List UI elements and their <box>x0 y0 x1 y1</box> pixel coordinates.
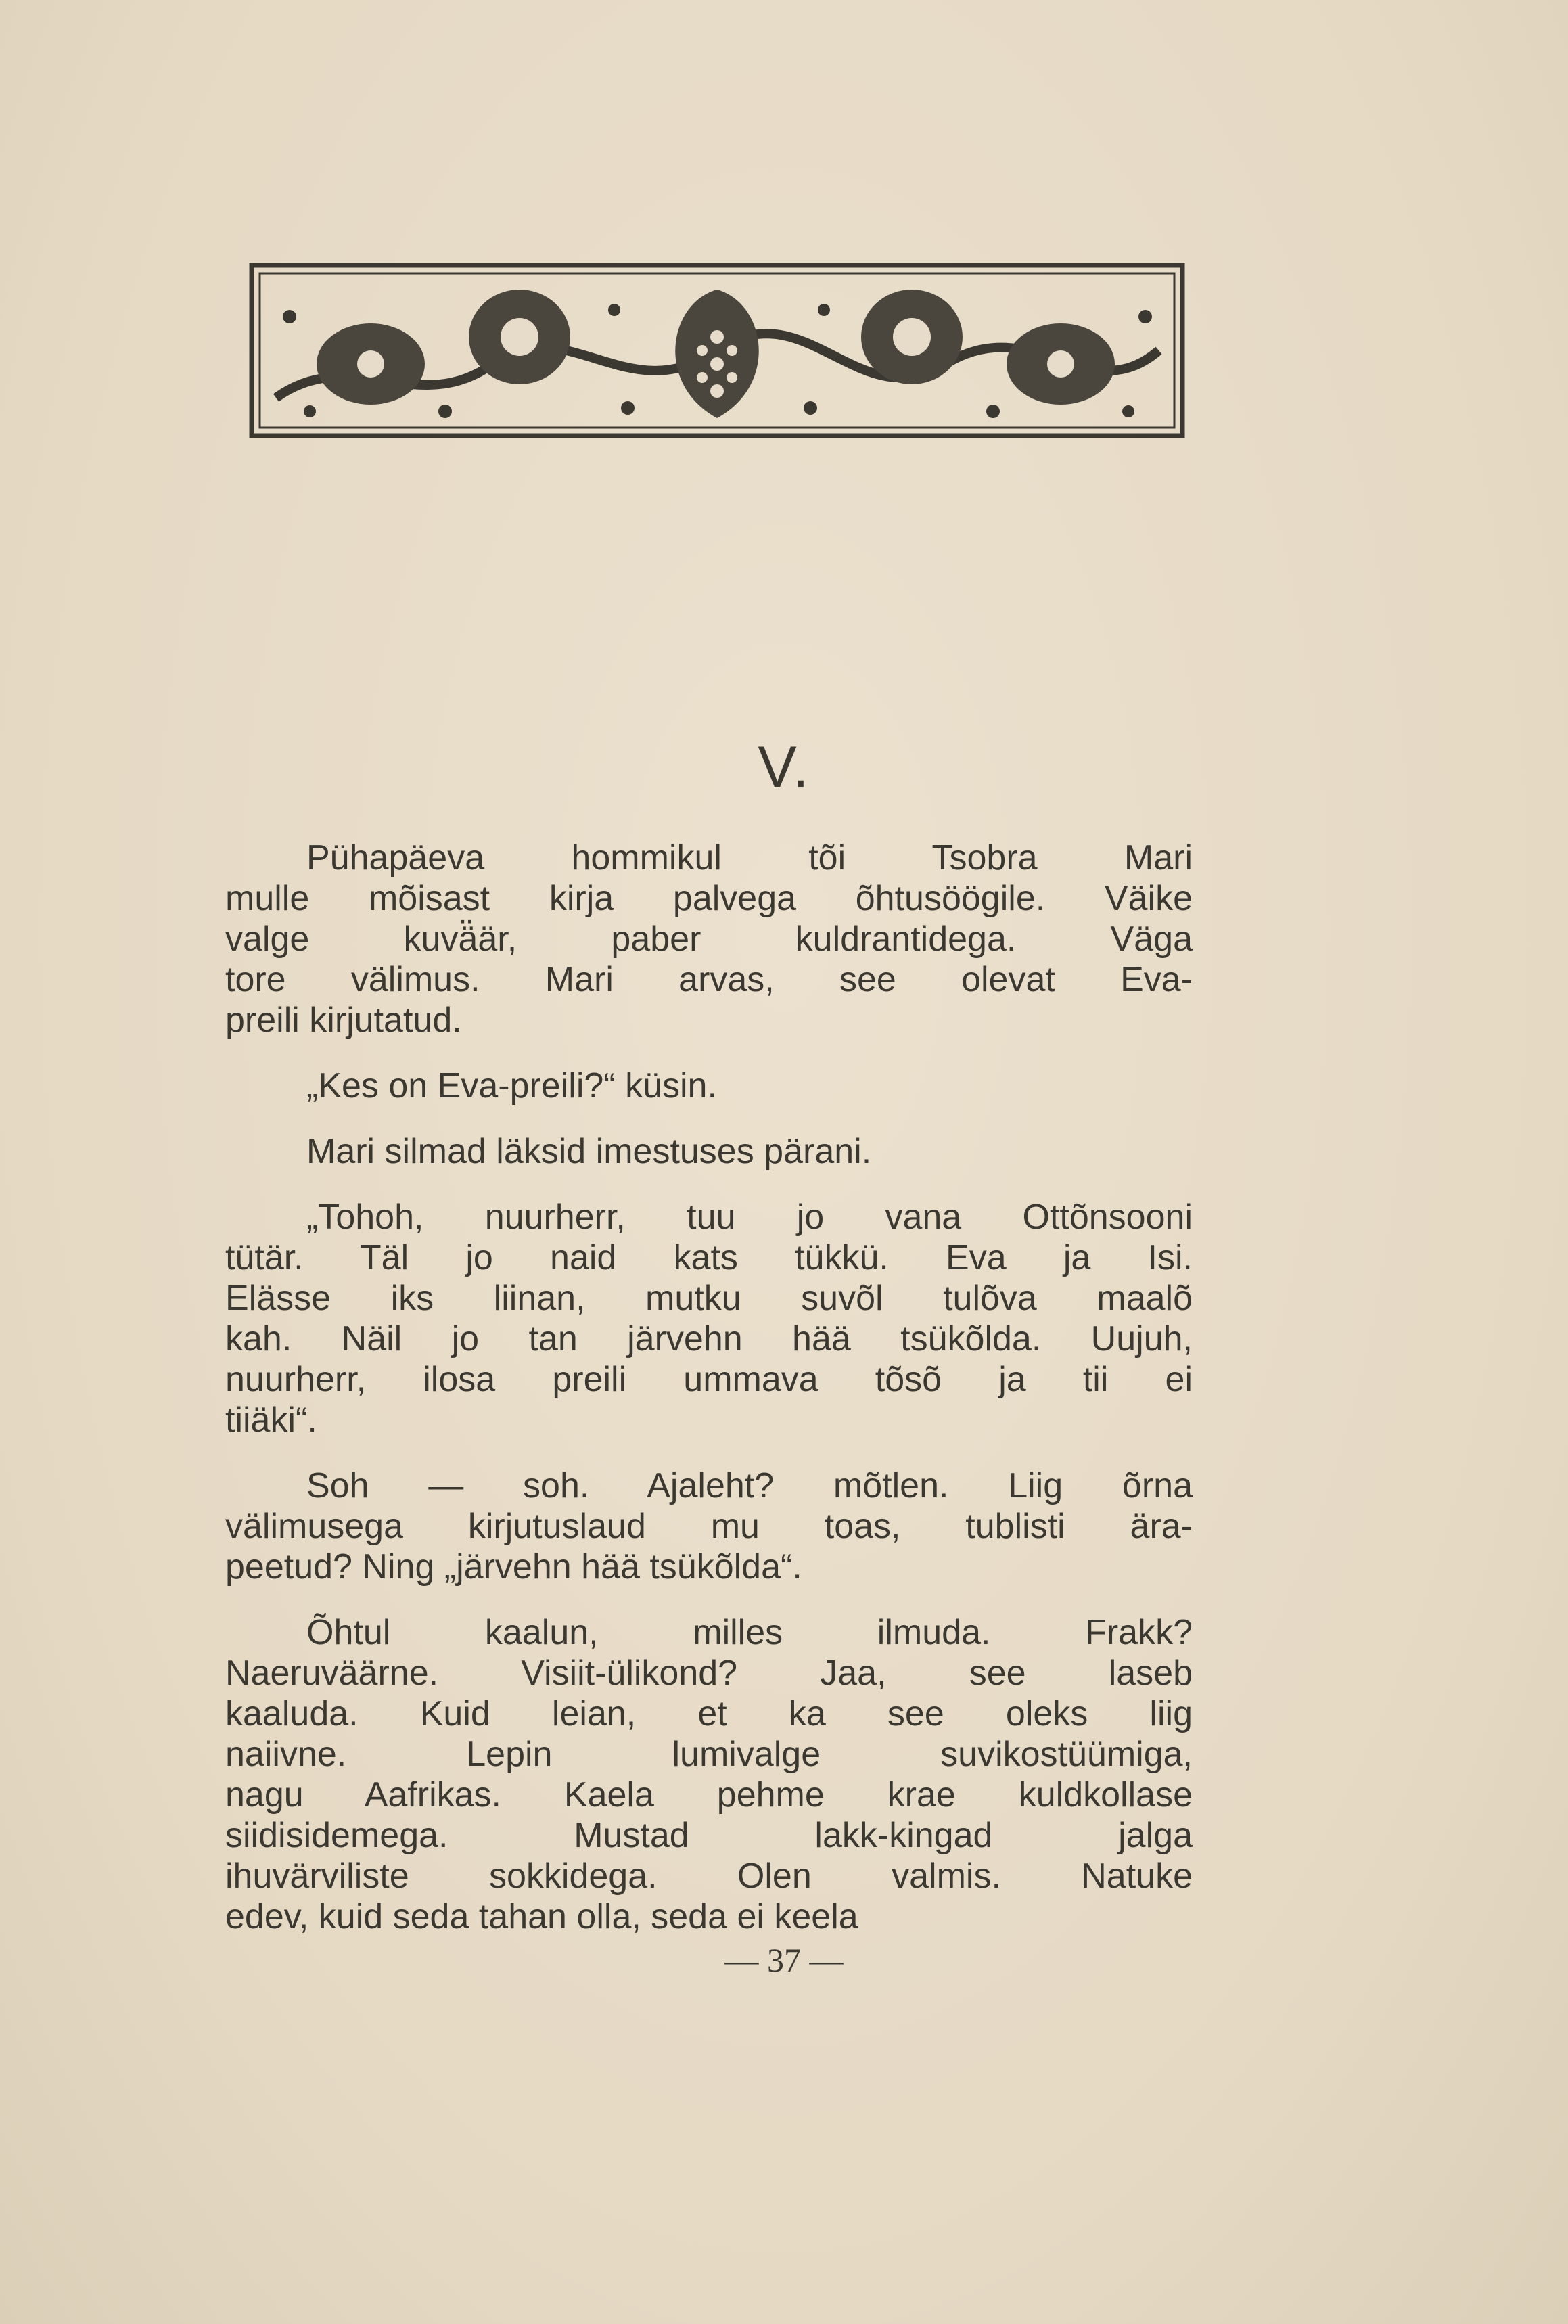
text-line: „Kes on Eva-preili?“ küsin. <box>306 1066 717 1106</box>
text-line: Soh — soh. Ajaleht? mõtlen. Liig õrna <box>306 1466 1193 1505</box>
text-line: kah. Näil jo tan järvehn hää tsükõlda. Uujuh, <box>225 1319 1193 1359</box>
text-line: tore välimus. Mari arvas, see olevat Eva- <box>225 960 1193 999</box>
text-line: kaaluda. Kuid leian, et ka see oleks liig <box>225 1694 1193 1733</box>
chapter-heading: V. <box>758 735 810 800</box>
text-line: Elässe iks liinan, mutku suvõl tulõva maalõ <box>225 1279 1193 1318</box>
decorative-floral-headpiece <box>249 263 1185 438</box>
text-line: siidisidemega. Mustad lakk-kingad jalga <box>225 1816 1193 1855</box>
paragraph <box>225 838 1193 1041</box>
body-text <box>225 838 1193 1937</box>
text-line: nagu Aafrikas. Kaela pehme krae kuldkollase <box>225 1775 1193 1815</box>
text-line: Õhtul kaalun, milles ilmuda. Frakk? <box>306 1613 1193 1652</box>
text-line: valge kuvä̈är, paber kuldrantidega. Väga <box>225 919 1193 959</box>
text-line: mulle mõisast kirja palvega õhtusöögile. Väike <box>225 879 1193 918</box>
text-line: ihuvärviliste sokkidega. Olen valmis. Natuke <box>225 1856 1193 1896</box>
text-line: tiiäki“. <box>225 1400 317 1440</box>
paragraph <box>225 1066 1193 1106</box>
text-line: naiivne. Lepin lumivalge suvikostüümiga, <box>225 1735 1193 1774</box>
text-line: „Tohoh, nuurherr, tuu jo vana Ottõnsooni <box>306 1198 1193 1237</box>
paragraph <box>225 1612 1193 1937</box>
text-line: edev, kuid seda tahan olla, seda ei keela <box>225 1897 858 1936</box>
text-line: Naeruväärne. Visiit-ülikond? Jaa, see laseb <box>225 1654 1193 1693</box>
text-line: nuurherr, ilosa preili ummava tõsõ ja tii ei <box>225 1360 1193 1399</box>
text-line: preili kirjutatud. <box>225 1001 462 1040</box>
paragraph <box>225 1131 1193 1172</box>
page-number: — 37 — <box>724 1941 844 1979</box>
text-line: välimusega kirjutuslaud mu toas, tublisti ära- <box>225 1507 1193 1546</box>
text-line: peetud? Ning „järvehn hää tsükõlda“. <box>225 1547 802 1587</box>
text-line: Pühapäeva hommikul tõi Tsobra Mari <box>306 838 1193 878</box>
text-line: tütär. Täl jo naid kats tükkü. Eva ja Isi. <box>225 1238 1193 1277</box>
paragraph <box>225 1197 1193 1440</box>
text-line: Mari silmad läksid imestuses pärani. <box>306 1132 872 1171</box>
paragraph <box>225 1465 1193 1587</box>
